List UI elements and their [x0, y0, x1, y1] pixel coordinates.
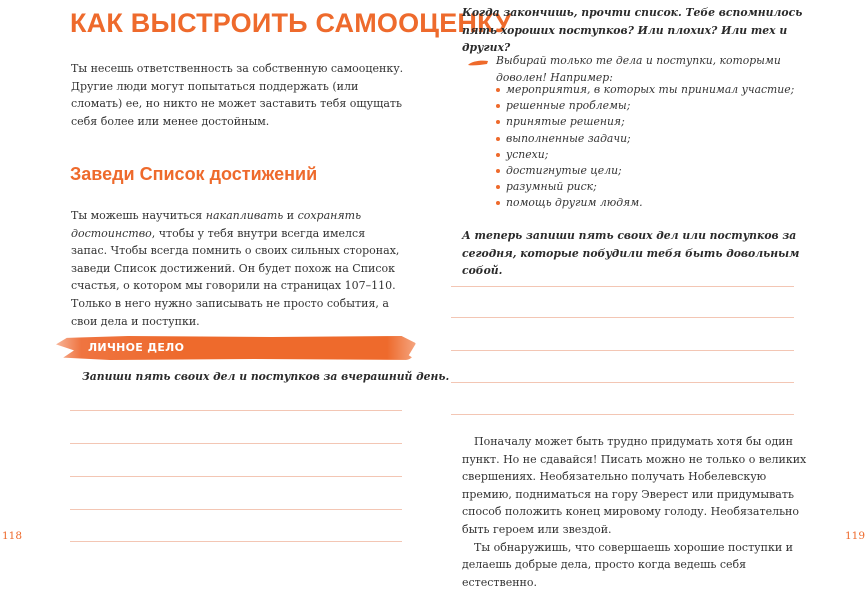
body-text-c: , чтобы у тебя внутри всегда имелся запас. Чтобы всегда помнить о своих сильных сторонах, заведи Список достижений. Он будет похож на Список счастья, о котором мы говорили на страницах 107–110. Только в него нужно записывать не просто события, а свои дела и поступки. — [71, 226, 400, 328]
writing-line[interactable] — [451, 286, 794, 287]
list-item-text: принятые решения; — [506, 115, 625, 129]
bullet-icon — [496, 185, 500, 189]
writing-line[interactable] — [451, 382, 794, 383]
page-title: КАК ВЫСТРОИТЬ САМООЦЕНКУ — [70, 8, 512, 38]
bullet-icon — [496, 153, 500, 157]
writing-line[interactable] — [451, 350, 794, 351]
writing-line[interactable] — [70, 443, 402, 444]
review-question: Когда закончишь, прочти список. Тебе вспомнилось пять хороших поступков? Или плохих? Или тех и других? — [462, 6, 803, 55]
intro-paragraph: Ты несешь ответственность за собственную самооценку. Другие люди могут попытаться поддержать (или сломать) ее, но никто не может заставить тебя ощущать себя более или менее достойным. — [71, 62, 404, 128]
writing-line[interactable] — [451, 414, 794, 415]
list-item — [496, 163, 794, 179]
list-item — [496, 195, 794, 211]
list-item — [496, 179, 794, 195]
section-banner-label: ЛИЧНОЕ ДЕЛО — [88, 341, 185, 354]
bullet-icon — [496, 137, 500, 141]
list-item — [496, 98, 794, 114]
body-text-b: и — [283, 209, 298, 222]
examples-list — [496, 82, 794, 212]
list-item — [496, 82, 794, 98]
pencil-icon — [467, 59, 489, 68]
writing-line[interactable] — [70, 509, 402, 510]
list-item-text: успехи; — [506, 147, 549, 161]
list-item — [496, 131, 794, 147]
body-emphasis-1: накапливать — [205, 209, 284, 222]
writing-line[interactable] — [70, 541, 402, 542]
list-item-text: достигнутые цели; — [506, 164, 622, 178]
closing-paragraph-1: Поначалу может быть трудно придумать хотя бы один пункт. Но не сдавайся! Писать можно не только о великих свершениях. Необязательно получать Нобелевскую премию, подниматься на гору Эверест или придумывать способ положить конец мировому голоду. Необязательно быть героем или звездой. — [462, 435, 807, 536]
closing-paragraph-2: Ты обнаружишь, что совершаешь хорошие поступки и делаешь добрые дела, просто когда ведешь себя естественно. — [462, 540, 793, 589]
list-item — [496, 147, 794, 163]
body-emphasis-2: сохранять достоинство — [71, 209, 362, 240]
writing-line[interactable] — [70, 476, 402, 477]
tip-text: Выбирай только те дела и поступки, которыми доволен! Например: — [496, 54, 781, 85]
bullet-icon — [496, 88, 500, 92]
list-item-text: выполненные задачи; — [506, 131, 631, 145]
list-item-text: помощь другим людям. — [506, 196, 643, 210]
writing-line[interactable] — [451, 317, 794, 318]
list-item-text: мероприятия, в которых ты принимал участие; — [506, 83, 795, 96]
body-text-a: Ты можешь научиться — [71, 209, 206, 222]
right-page — [433, 0, 866, 589]
bullet-icon — [496, 104, 500, 108]
bullet-icon — [496, 201, 500, 205]
exercise-task: Запиши пять своих дел и поступков за вчерашний день. — [82, 370, 450, 383]
bullet-icon — [496, 169, 500, 173]
page-number: 118 — [2, 530, 23, 542]
section-subtitle: Заведи Список достижений — [70, 164, 318, 184]
list-item-text: решенные проблемы; — [506, 99, 631, 113]
list-item-text: разумный риск; — [506, 180, 597, 194]
body-paragraph — [71, 207, 404, 330]
bullet-icon — [496, 120, 500, 124]
writing-line[interactable] — [70, 410, 402, 411]
page-number: 119 — [845, 530, 866, 542]
list-item — [496, 114, 794, 130]
closing-text — [462, 433, 810, 591]
exercise-task: А теперь запиши пять своих дел или поступков за сегодня, которые побудили тебя быть довольным собой. — [462, 229, 800, 278]
